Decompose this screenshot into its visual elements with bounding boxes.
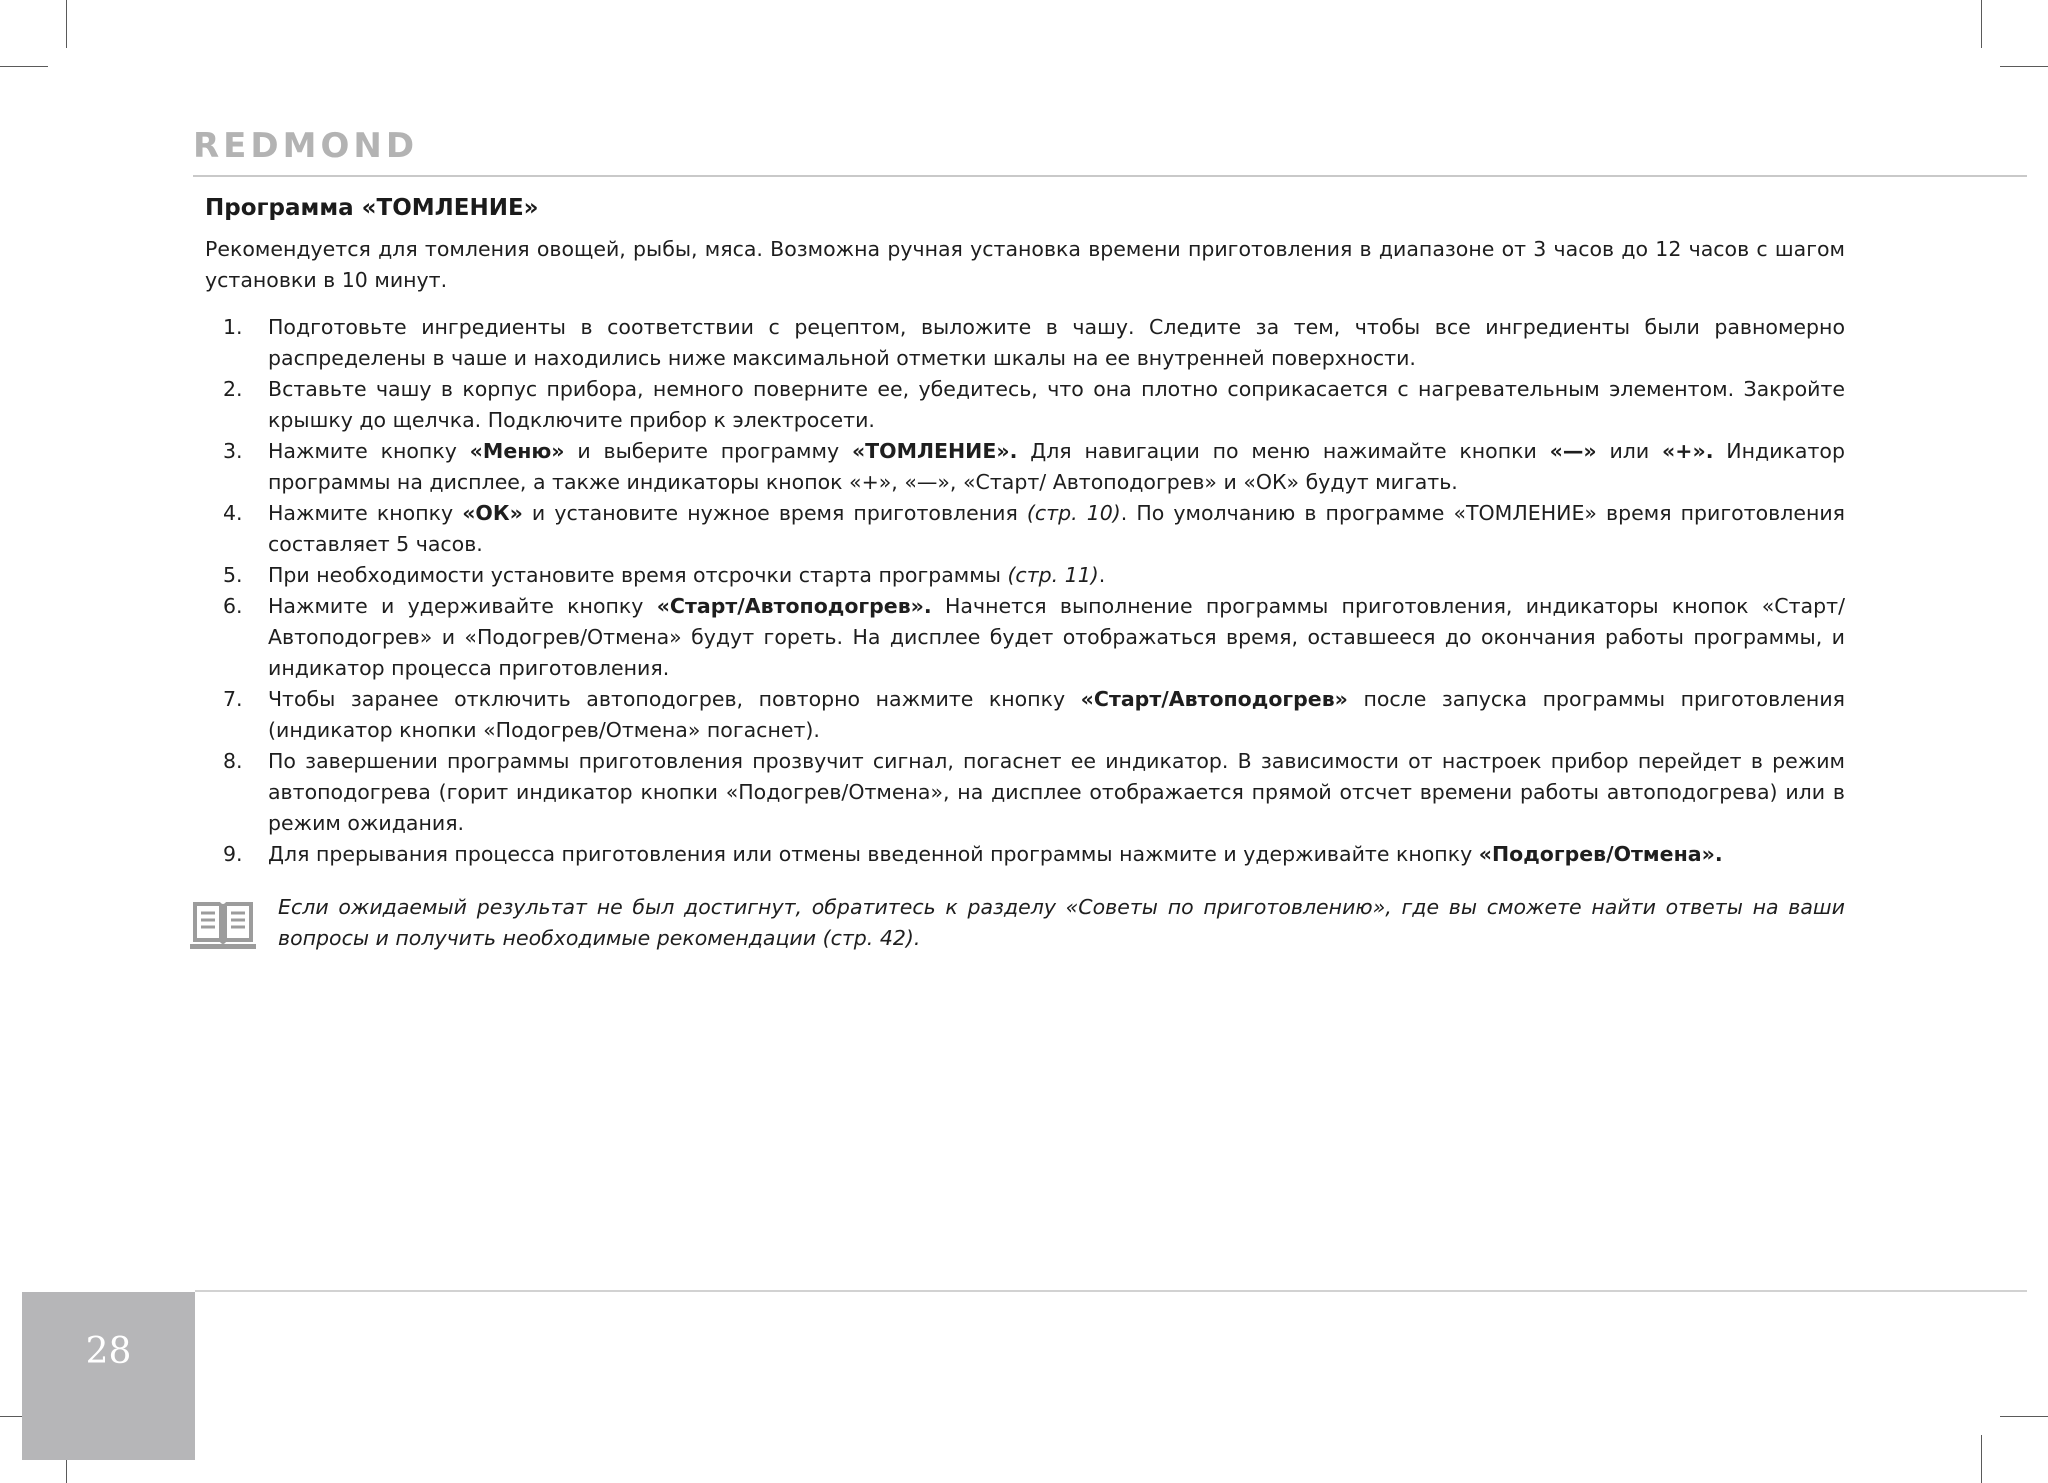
crop-mark [2000, 1416, 2048, 1417]
step-number: 7. [223, 687, 243, 711]
step-text: Вставьте чашу в корпус прибора, немного поверните ее, убедитесь, что она плотно соприкасается с нагревательным элементом. Закройте крышку до щелчка. Подключите прибор к электросети. [268, 377, 1845, 432]
step-item [205, 684, 1845, 746]
step-item [205, 839, 1845, 870]
step-emphasis: «Меню» [469, 439, 565, 463]
step-number: 3. [223, 439, 243, 463]
step-text: . По умолчанию в программе «ТОМЛЕНИЕ» время приготовления составляет 5 часов. [268, 501, 1846, 556]
step-emphasis: «ОК» [462, 501, 523, 525]
step-text: Нажмите кнопку [268, 501, 463, 525]
book-icon [190, 898, 256, 950]
step-emphasis: «—» [1549, 439, 1597, 463]
step-text: . [1098, 563, 1106, 587]
step-emphasis: «Подогрев/Отмена». [1478, 842, 1723, 866]
step-emphasis: «ТОМЛЕНИЕ». [851, 439, 1018, 463]
step-item [205, 746, 1845, 839]
step-text: и установите нужное время приготовления [522, 501, 1027, 525]
step-number: 9. [223, 842, 243, 866]
step-text: По завершении программы приготовления прозвучит сигнал, погаснет ее индикатор. В зависимости от настроек прибор перейдет в режим автоподогрева (горит индикатор кнопки «Подогрев/Отмена», на дисплее отображается прямой отсчет времени работы автоподогрева) или в режим ожидания. [268, 749, 1845, 835]
step-text: и выберите программу [564, 439, 852, 463]
step-emphasis: «Старт/Автоподогрев» [1080, 687, 1348, 711]
crop-mark [1981, 0, 1982, 48]
step-text: Нажмите кнопку [268, 439, 470, 463]
step-number: 8. [223, 749, 243, 773]
step-text: Индикатор программы на дисплее, а также индикаторы кнопок «+», «—», «Старт/ Автоподогрев» и «ОК» будут мигать. [268, 439, 1845, 494]
crop-mark [0, 66, 48, 67]
step-emphasis: «+». [1662, 439, 1714, 463]
section-title: Программа «ТОМЛЕНИЕ» [205, 195, 539, 221]
step-number: 6. [223, 594, 243, 618]
step-text: Для навигации по меню нажимайте кнопки [1017, 439, 1550, 463]
step-text: или [1596, 439, 1663, 463]
brand-logo: REDMOND [193, 126, 419, 166]
footer-divider [195, 1290, 2027, 1292]
step-item [205, 312, 1845, 374]
crop-mark [1981, 1435, 1982, 1483]
crop-mark [66, 0, 67, 48]
step-item [205, 560, 1845, 591]
step-item [205, 498, 1845, 560]
step-text: Подготовьте ингредиенты в соответствии с рецептом, выложите в чашу. Следите за тем, чтобы все ингредиенты были равномерно распределены в чаше и находились ниже максимальной отметки шкалы на ее внутренней поверхности. [268, 315, 1845, 370]
step-text: после запуска программы приготовления (индикатор кнопки «Подогрев/Отмена» погаснет). [268, 687, 1845, 742]
step-number: 4. [223, 501, 243, 525]
step-emphasis: «Старт/Автоподогрев». [656, 594, 932, 618]
step-item [205, 374, 1845, 436]
step-item [205, 436, 1845, 498]
step-text: Начнется выполнение программы приготовления, индикаторы кнопок «Старт/ Автоподогрев» и «Подогрев/Отмена» будут гореть. На дисплее будет отображаться время, оставшееся до окончания работы программы, и индикатор процесса приготовления. [268, 594, 1845, 680]
page-number: 28 [85, 1331, 132, 1372]
step-text: Чтобы заранее отключить автоподогрев, повторно нажмите кнопку [268, 687, 1081, 711]
page-number-box [22, 1292, 195, 1460]
steps-list [205, 312, 1845, 870]
step-text: Для прерывания процесса приготовления или отмены введенной программы нажмите и удерживайте кнопку [268, 842, 1479, 866]
step-number: 5. [223, 563, 243, 587]
main-content [205, 190, 1845, 870]
step-text: Нажмите и удерживайте кнопку [268, 594, 657, 618]
step-text: При необходимости установите время отсрочки старта программы [268, 563, 1008, 587]
step-number: 2. [223, 377, 243, 401]
header-divider [193, 175, 2027, 177]
step-reference: (стр. 10) [1026, 501, 1121, 525]
step-number: 1. [223, 315, 243, 339]
step-item [205, 591, 1845, 684]
tip-note-text: Если ожидаемый результат не был достигнут, обратитесь к разделу «Советы по приготовлению», где вы сможете найти ответы на ваши вопросы и получить необходимые рекомендации (стр. 42). [278, 895, 1845, 950]
tip-note [190, 892, 1846, 972]
step-reference: (стр. 11) [1007, 563, 1099, 587]
crop-mark [2000, 66, 2048, 67]
section-intro: Рекомендуется для томления овощей, рыбы, мяса. Возможна ручная установка времени приготовления в диапазоне от 3 часов до 12 часов с шагом установки в 10 минут. [205, 237, 1845, 292]
